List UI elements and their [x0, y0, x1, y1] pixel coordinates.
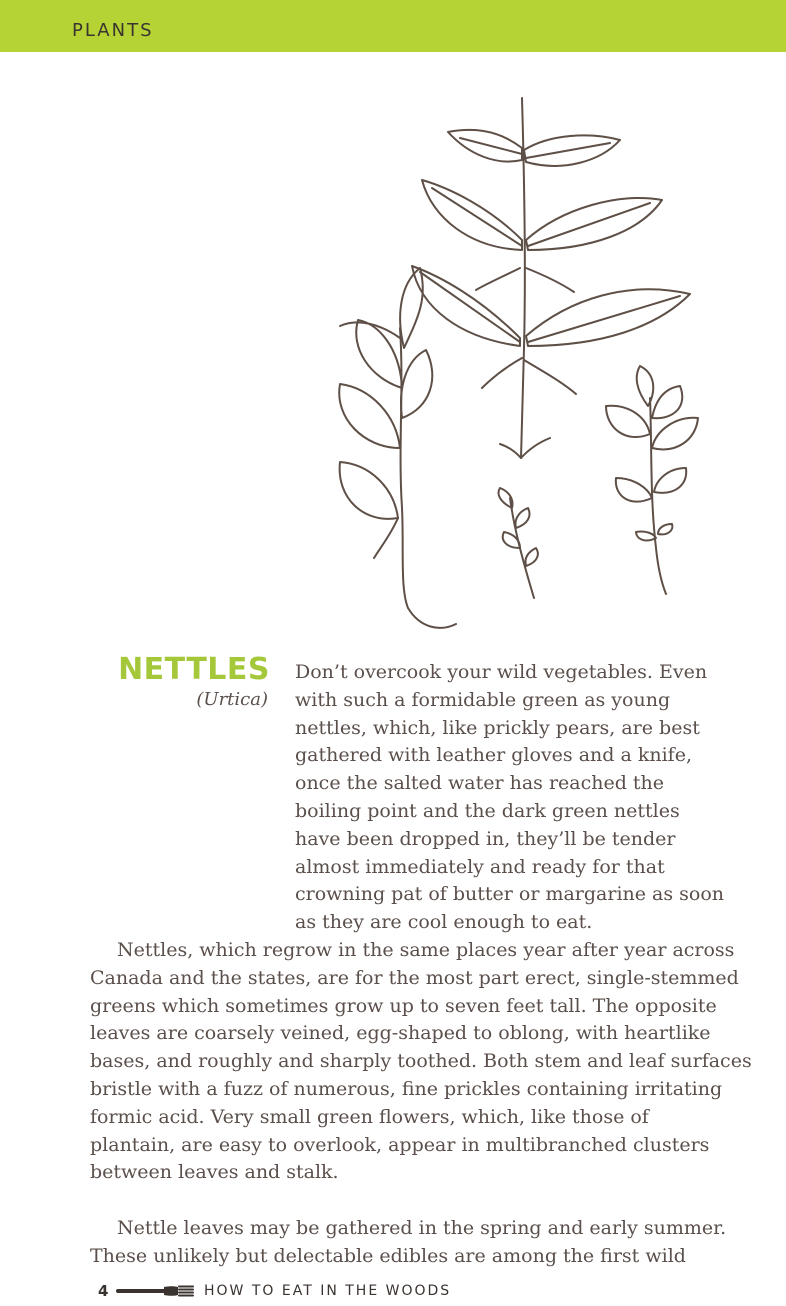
- section-label: PLANTS: [72, 20, 154, 41]
- text-line: between leaves and stalk.: [90, 1161, 339, 1184]
- leaf: [401, 350, 432, 418]
- text-line: plantain, are easy to overlook, appear in multibranched clusters: [90, 1133, 710, 1156]
- text-line: almost immediately and ready for that: [295, 855, 665, 878]
- text-line: have been dropped in, they’ll be tender: [295, 827, 676, 850]
- text-line: with such a formidable green as young: [295, 688, 671, 711]
- right-sprig-stem: [650, 398, 666, 594]
- leaf: [356, 320, 402, 388]
- plant-latin-name: (Urtica): [196, 689, 268, 710]
- page-number: 4: [98, 1282, 109, 1300]
- leaf: [606, 406, 650, 437]
- text-line: as they are cool enough to eat.: [295, 911, 593, 934]
- leaf: [340, 462, 398, 519]
- text-line: Nettle leaves may be gathered in the spring and early summer.: [117, 1217, 727, 1239]
- plant-name: NETTLES: [118, 652, 270, 687]
- text-line: Canada and the states, are for the most part erect, single-stemmed: [90, 966, 739, 989]
- nettle-illustration: [300, 88, 720, 648]
- text-line: greens which sometimes grow up to seven feet tall. The opposite: [90, 994, 717, 1017]
- text-line: once the salted water has reached the: [295, 772, 665, 795]
- text-line: Don’t overcook your wild vegetables. Even: [295, 661, 708, 683]
- book-title: HOW TO EAT IN THE WOODS: [204, 1283, 452, 1299]
- text-line: leaves are coarsely veined, egg-shaped to oblong, with heartlike: [90, 1022, 711, 1045]
- text-line: bases, and roughly and sharply toothed. Both stem and leaf surfaces: [90, 1050, 752, 1073]
- intro-paragraph: [295, 659, 725, 937]
- text-line: gathered with leather gloves and a knife,: [295, 744, 692, 767]
- left-sprig-stem: [400, 328, 456, 628]
- leaf: [616, 478, 652, 502]
- text-line: nettles, which, like prickly pears, are best: [295, 716, 700, 739]
- leaf: [637, 366, 654, 406]
- gathering-paragraph: [90, 1215, 730, 1271]
- text-line: Nettles, which regrow in the same places year after year across: [117, 939, 735, 961]
- text-line: boiling point and the dark green nettles: [295, 799, 680, 822]
- leaf: [340, 322, 400, 338]
- description-paragraph: [90, 937, 752, 1187]
- text-line: formic acid. Very small green flowers, which, like those of: [90, 1105, 649, 1128]
- page-footer: [98, 1280, 598, 1304]
- leaf: [339, 384, 400, 448]
- leaf: [400, 268, 423, 348]
- fork-icon: [116, 1284, 194, 1298]
- leaf: [654, 468, 686, 493]
- leaf: [448, 130, 522, 162]
- text-line: crowning pat of butter or margarine as soon: [295, 883, 725, 906]
- leaf: [652, 418, 698, 450]
- text-line: These unlikely but delectable edibles are among the first wild: [90, 1244, 686, 1267]
- section-header-bar: [0, 0, 786, 52]
- text-line: bristle with a fuzz of numerous, fine prickles containing irritating: [90, 1077, 723, 1100]
- leaf: [652, 386, 682, 418]
